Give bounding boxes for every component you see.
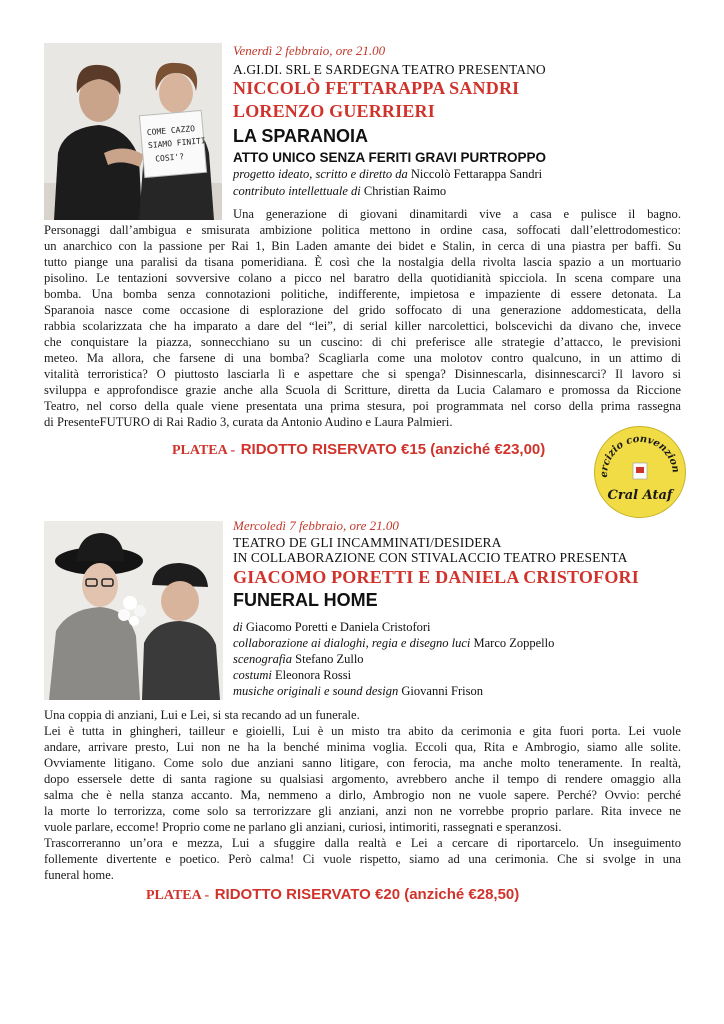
event1-desc-line: pisolino. Le tentazioni sovversive colano a picco nel baratro della quotidianità spicciola. In scena compare una <box>44 271 681 285</box>
event1-desc-line: meteo. Ma allora, che farsene di una bomba? Scagliarla come una molotov contro qualcuno, in un attimo di <box>44 351 681 365</box>
event2-presenters-2: IN COLLABORAZIONE CON STIVALACCIO TEATRO PRESENTA <box>233 550 628 565</box>
event1-sign-line: COME CAZZO <box>146 124 196 138</box>
event2-desc-line: Trascorreranno un’ora e mezza, Lui a sfuggire dalla realtà e Lei a cercare di riportarcelo. Un inseguimento <box>44 836 681 850</box>
event1-credit-name: Niccolò Fettarappa Sandri <box>410 167 543 181</box>
event1-credit-2 <box>233 184 446 199</box>
event2-desc-line: Ovviamente litigano. Come solo due anziani sanno litigare, con ferocia, ma anche molto teneramente. In realtà, <box>44 756 681 770</box>
event2-desc-line: salma che è nella stanza accanto. Ma, nemmeno a dirlo, Ambrogio non ne vuole sapere. Perché? Ovvio: perché <box>44 788 681 802</box>
event2-credit <box>233 652 364 667</box>
event2-credit-role: musiche originali e sound design <box>233 684 399 698</box>
event2-price-discount: RIDOTTO RISERVATO €20 (anziché €28,50) <box>214 886 520 903</box>
event1-price-section: PLATEA - <box>172 443 236 458</box>
event1-desc-line: vitalità terroristica? O piuttosto lasciarla lì e aspettare che si spenga? Disinnescarla, disinnescarci? Il lavoro si <box>44 367 681 381</box>
event2-credit-name: Stefano Zullo <box>295 652 364 666</box>
event2-desc-line: dopo essersele dette di santa ragione su qualsiasi argomento, avrebbero anche il tempo di rendere omaggio alla <box>44 772 681 786</box>
event2-credit <box>233 684 483 699</box>
event2-credit-role: scenografia <box>233 652 293 666</box>
event1-photo <box>44 43 222 220</box>
event2-credit-role: di <box>233 620 243 634</box>
event2-description <box>44 707 681 883</box>
event2-desc-line: Lei è tutta in ghingheri, tailleur e gioielli, Lui è un misto tra abito da cerimonia e gita fuori porta. Lei vuole <box>44 724 681 738</box>
event2-credit <box>233 636 554 651</box>
event1-desc-line: di PresenteFUTURO di Rai Radio 3, curata da Antonio Audino e Laura Palmieri. <box>44 415 453 429</box>
event2-desc-line: vuole parlare, eccome! Proprio come ne parlano gli anziani, curiosi, intimoriti, rassegnati e speranzosi. <box>44 820 562 834</box>
event1-price-discount: RIDOTTO RISERVATO €15 (anziché €23,00) <box>240 441 546 458</box>
event1-presenters: A.GI.DI. SRL E SARDEGNA TEATRO PRESENTANO <box>233 62 546 77</box>
event2-photo <box>44 521 223 700</box>
event1-description <box>44 206 681 430</box>
event2-price <box>146 884 519 904</box>
event2-desc-line: andare, arrivare presto, Lui non ne ha la benché minima voglia. Eccoli qua, Rita e Ambrogio, siamo alle solite. <box>44 740 681 754</box>
event1-desc-line: Personaggi dall’ambigua e smisurata ambizione politica mettono in ordine casa, soffocati dall’elettrodomestico: <box>44 223 681 237</box>
cral-ataf-badge <box>594 426 686 518</box>
event1-desc-line: Teatro, nel corso della quale viene presentata una prima stesura, poi programmata nel corso della prima rassegna <box>44 399 681 413</box>
event1-desc-line: rabbia scolarizzata che ha imparato a dare del “lei”, di serial killer narcolettici, bolscevichi da divano che, invece <box>44 319 681 333</box>
event2-credit <box>233 668 351 683</box>
event2-desc-line: funeral home. <box>44 868 114 882</box>
event2-desc-line: follemente divertente e poetico. Però calma! Ci vuole rispetto, siamo ad una cerimonia. Che si svolge in una <box>44 852 681 866</box>
badge-art <box>595 427 685 517</box>
event1-performer-1: NICCOLÒ FETTARAPPA SANDRI <box>233 78 520 98</box>
event2-presenters-1: TEATRO DE GLI INCAMMINATI/DESIDERA <box>233 535 502 550</box>
event1-credit-role: contributo intellettuale di <box>233 184 361 198</box>
event2-credit-role: collaborazione ai dialoghi, regia e disegno luci <box>233 636 471 650</box>
event1-desc-line: bomba. Una bomba senza connotazioni politiche, indifferente, impietosa e impaziente di essere detonata. La <box>44 287 681 301</box>
event2-credit <box>233 620 431 635</box>
event1-show-subtitle: ATTO UNICO SENZA FERITI GRAVI PURTROPPO <box>233 150 547 165</box>
event1-desc-line: sviluppa e approfondisce grazie anche alla Scuola di Scritture, diretta da Lucia Calamaro e promossa da Riccione <box>44 383 681 397</box>
event1-performer-2: LORENZO GUERRIERI <box>233 101 435 121</box>
badge-brand: Cral Ataf <box>607 488 673 503</box>
event1-sign-line: COSI'? <box>154 152 185 164</box>
event1-desc-line: Sparanoia nasce come occasione di esplorazione del grido soffocato di una generazione addomesticata, della <box>44 303 681 317</box>
event2-credit-name: Marco Zoppello <box>473 636 555 650</box>
event1-sign-line: SIAMO FINITI <box>147 136 207 151</box>
event2-desc-line: la morte lo terrorizza, come solo sa terrorizzare gli anziani, anzi non ne vorrebbe proprio parlare. Rita invece ne <box>44 804 681 818</box>
event1-desc-line: che conquistare la piazza, sonnecchiano su un cuscino: di chi preferisce alle strategie d’attacco, le previsioni <box>44 335 681 349</box>
event2-performers: GIACOMO PORETTI E DANIELA CRISTOFORI <box>233 567 639 587</box>
event1-credit-name: Christian Raimo <box>363 184 447 198</box>
event1-date: Venerdì 2 febbraio, ore 21.00 <box>233 43 386 58</box>
event2-credit-role: costumi <box>233 668 272 682</box>
event1-credit-1 <box>233 167 542 182</box>
event1-photo-art <box>44 43 222 220</box>
event2-date: Mercoledì 7 febbraio, ore 21.00 <box>233 518 399 533</box>
event1-desc-line: Una generazione di giovani dinamitardi vive a casa e pulisce il bagno. <box>233 207 681 221</box>
event1-desc-line: un anarchico con la passione per Rai 1, Bin Laden amante dei bidet e Stalin, in cerca di una piastra per baffi. Su <box>44 239 681 253</box>
event1-credit-role: progetto ideato, scritto e diretto da <box>233 167 408 181</box>
event2-desc-line: Una coppia di anziani, Lui e Lei, si sta recando ad un funerale. <box>44 708 360 722</box>
event2-price-section: PLATEA - <box>146 888 210 903</box>
event2-credit-name: Giacomo Poretti e Daniela Cristofori <box>245 620 431 634</box>
event2-credit-name: Eleonora Rossi <box>275 668 352 682</box>
event1-show-title: LA SPARANOIA <box>233 126 368 146</box>
event2-show-title: FUNERAL HOME <box>233 590 378 610</box>
event1-price <box>172 439 545 459</box>
event2-credit-name: Giovanni Frison <box>401 684 483 698</box>
event2-photo-art <box>44 521 223 700</box>
badge-arc-text: ercizio convenzion <box>598 433 682 478</box>
event1-desc-line: tutto piange una paralisi da tisana pomeridiana. È così che la nostalgia della rivolta lascia spazio a un mortuario <box>44 255 681 269</box>
